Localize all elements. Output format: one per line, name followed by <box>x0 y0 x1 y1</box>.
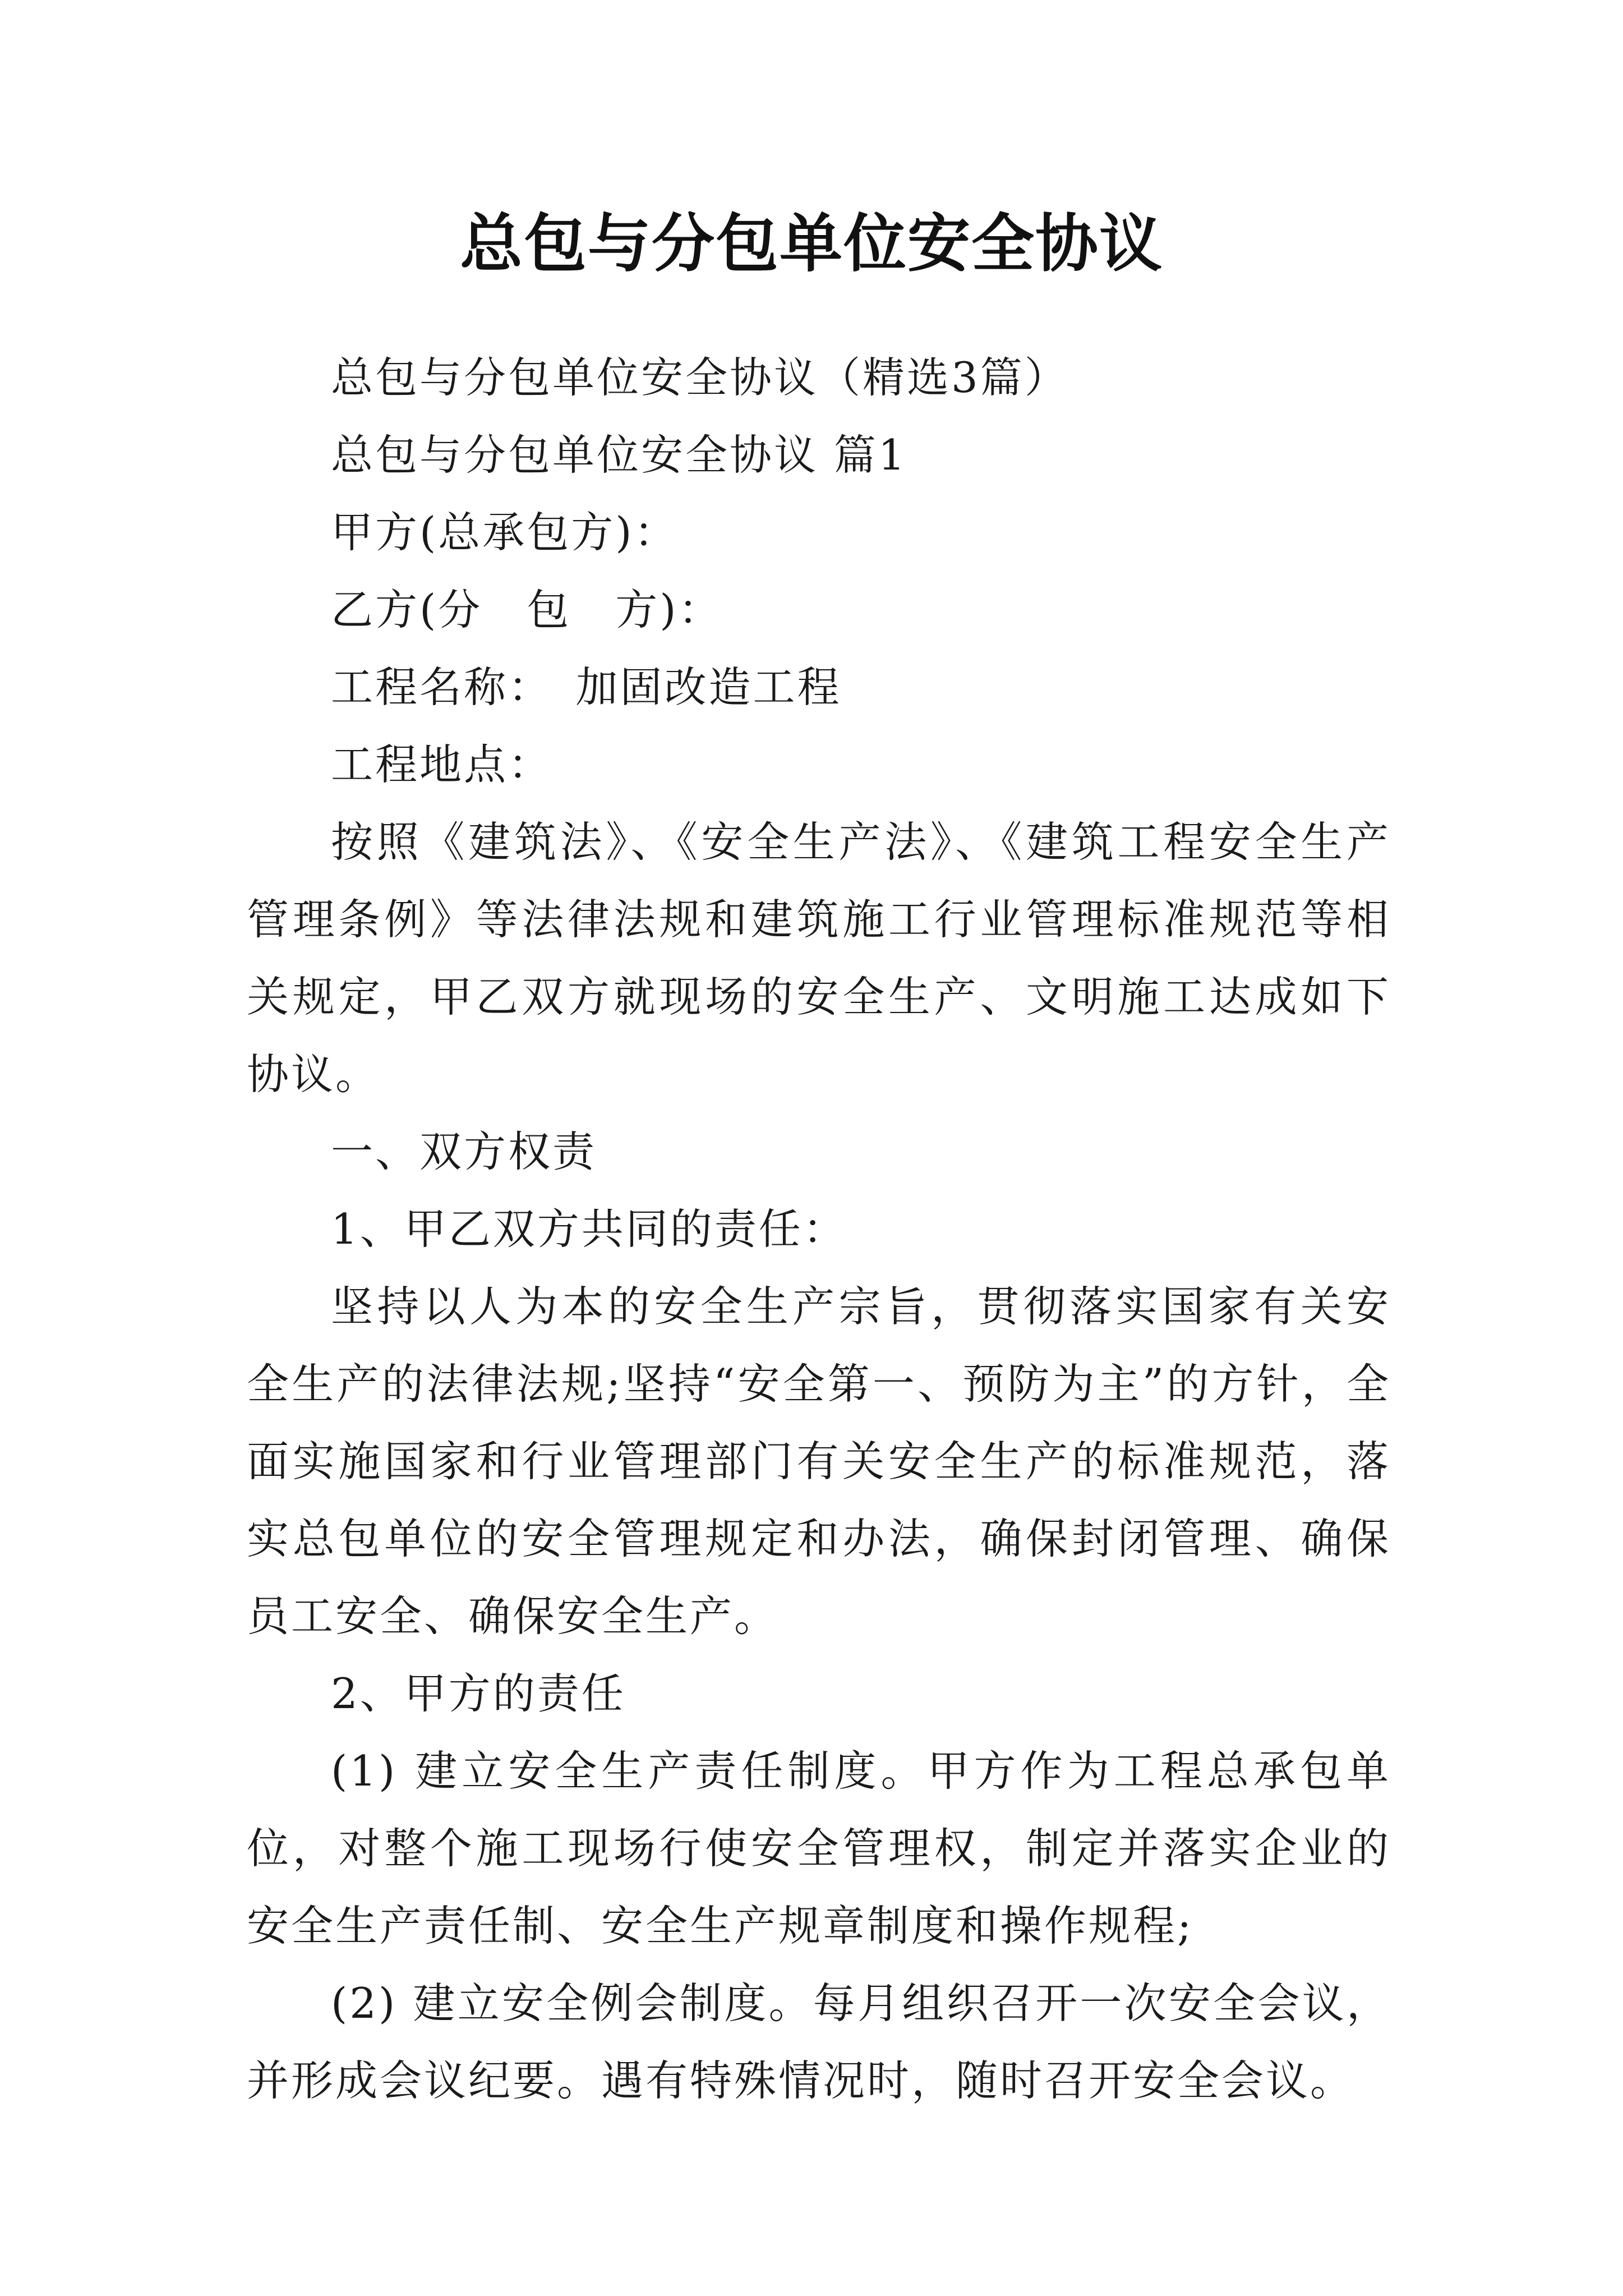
document-title: 总包与分包单位安全协议 <box>460 207 1163 280</box>
paragraph-duty-2: (2) 建立安全例会制度。每月组织召开一次安全会议，并形成会议纪要。遇有特殊情况时，随时召开安全会议。 <box>247 1978 1391 2105</box>
document-body <box>247 339 1391 2119</box>
paragraph-heading-rights: 一、双方权责 <box>331 1127 597 1176</box>
paragraph-project-location: 工程地点： <box>331 740 553 789</box>
paragraph-section-heading: 总包与分包单位安全协议 篇1 <box>331 430 907 480</box>
paragraph-heading-joint: 1、甲乙双方共同的责任： <box>331 1204 847 1254</box>
paragraph-joint-duties: 坚持以人为本的安全生产宗旨，贯彻落实国家有关安全生产的法律法规;坚持“安全第一、预防为主”的方针，全面实施国家和行业管理部门有关安全生产的标准规范，落实总包单位的安全管理规定和办法，确保封闭管理、确保员工安全、确保安全生产。 <box>247 1282 1391 1641</box>
paragraph-party-b: 乙方(分 包 方)： <box>331 585 723 634</box>
paragraph-heading-party-a: 2、甲方的责任 <box>331 1669 626 1718</box>
paragraph-subtitle: 总包与分包单位安全协议（精选3篇） <box>331 353 1069 402</box>
paragraph-duty-1: (1) 建立安全生产责任制度。甲方作为工程总承包单位，对整个施工现场行使安全管理权，制定并落实企业的安全生产责任制、安全生产规章制度和操作规程; <box>247 1746 1391 1950</box>
paragraph-preamble: 按照《建筑法》、《安全生产法》、《建筑工程安全生产管理条例》等法律法规和建筑施工行业管理标准规范等相关规定，甲乙双方就现场的安全生产、文明施工达成如下协议。 <box>247 817 1391 1099</box>
paragraph-party-a: 甲方(总承包方)： <box>331 508 679 557</box>
paragraph-project-name: 工程名称： 加固改造工程 <box>331 662 842 712</box>
